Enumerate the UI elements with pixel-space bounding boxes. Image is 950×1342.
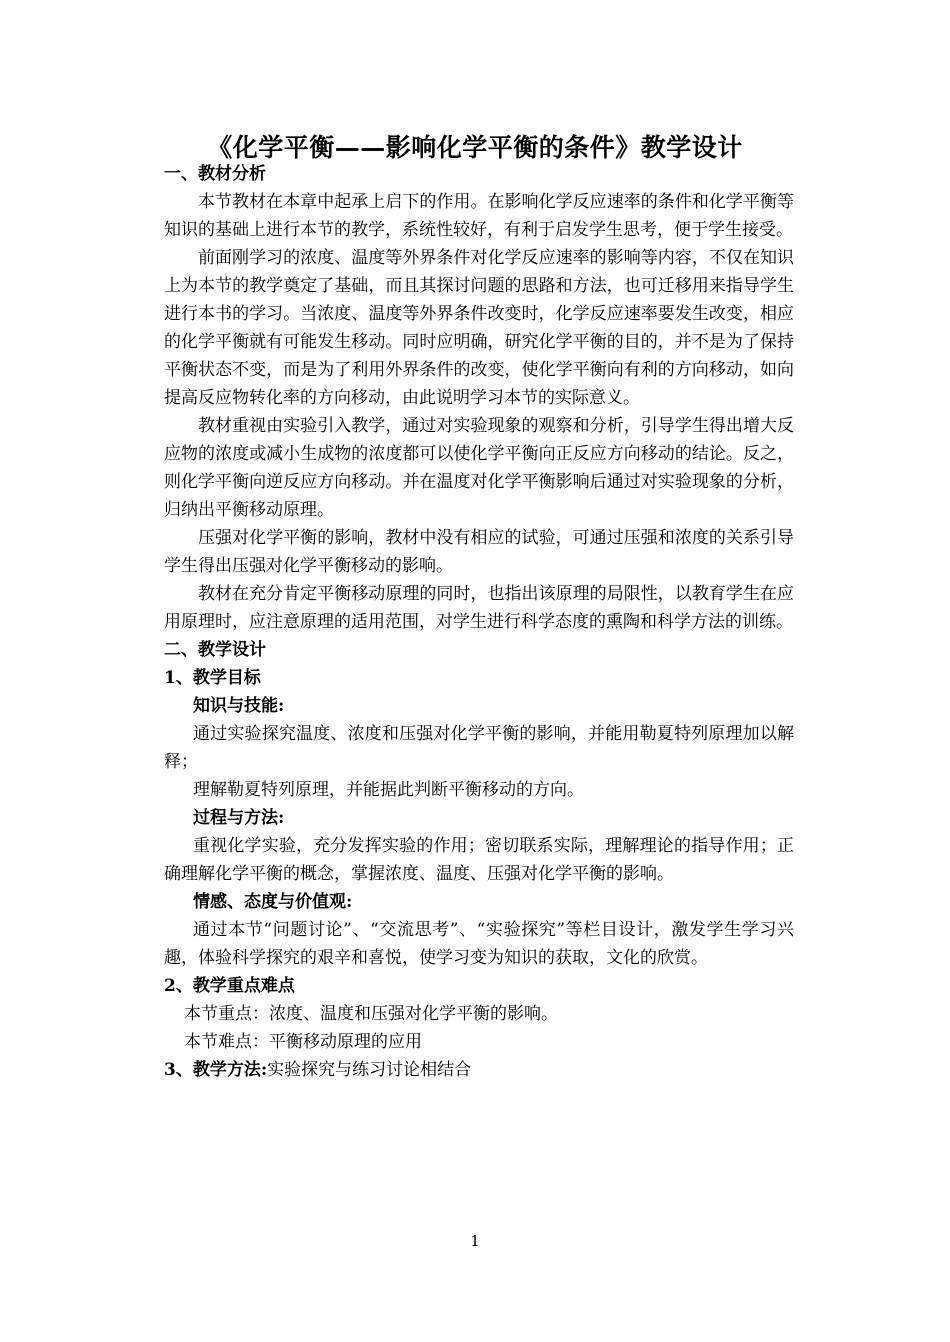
goal-heading-knowledge: 知识与技能:	[193, 696, 285, 716]
document-title: 《化学平衡——影响化学平衡的条件》教学设计	[207, 133, 743, 162]
goal-heading-attitude: 情感、态度与价值观:	[193, 892, 353, 912]
goal-item: 通过实验探究温度、浓度和压强对化学平衡的影响，并能用勒夏特列原理加以解释；	[164, 724, 794, 772]
subsection-heading-goals: 1、教学目标	[164, 668, 261, 688]
paragraph: 本节教材在本章中起承上启下的作用。在影响化学反应速率的条件和化学平衡等知识的基础上进行本节的教学，系统性较好，有利于启发学生思考，便于学生接受。	[164, 192, 794, 240]
document-body	[164, 160, 794, 1084]
goal-item: 理解勒夏特列原理，并能据此判断平衡移动的方向。	[193, 780, 584, 800]
paragraph: 教材在充分肯定平衡移动原理的同时，也指出该原理的局限性，以教育学生在应用原理时，应注意原理的适用范围，对学生进行科学态度的熏陶和科学方法的训练。	[164, 584, 794, 632]
goal-item: 重视化学实验，充分发挥实验的作用；密切联系实际，理解理论的指导作用；正确理解化学平衡的概念，掌握浓度、温度、压强对化学平衡的影响。	[164, 836, 794, 884]
paragraph: 前面刚学习的浓度、温度等外界条件对化学反应速率的影响等内容，不仅在知识上为本节的教学奠定了基础，而且其探讨问题的思路和方法，也可迁移用来指导学生进行本书的学习。当浓度、温度等外界条件改变时，化学反应速率要发生改变，相应的化学平衡就有可能发生移动。同时应明确，研究化学平衡的目的，并不是为了保持平衡状态不变，而是为了利用外界条件的改变，使化学平衡向有利的方向移动，如向提高反应物转化率的方向移动，由此说明学习本节的实际意义。	[164, 248, 794, 408]
subsection-heading-keypoints: 2、教学重点难点	[164, 976, 295, 996]
paragraph: 教材重视由实验引入教学，通过对实验现象的观察和分析，引导学生得出增大反应物的浓度或减小生成物的浓度都可以使化学平衡向正反应方向移动的结论。反之，则化学平衡向逆反应方向移动。并在温度对化学平衡影响后通过对实验现象的分析，归纳出平衡移动原理。	[164, 416, 794, 520]
key-point-difficult: 本节难点：平衡移动原理的应用	[184, 1032, 422, 1052]
key-point-important: 本节重点：浓度、温度和压强对化学平衡的影响。	[184, 1004, 558, 1024]
teaching-method	[164, 1056, 794, 1084]
method-text: 实验探究与练习讨论相结合	[267, 1060, 472, 1080]
section-heading-analysis: 一、教材分析	[164, 164, 266, 184]
method-heading: 3、教学方法:	[164, 1060, 268, 1080]
goal-heading-process: 过程与方法:	[193, 808, 285, 828]
page-number: 1	[470, 1232, 480, 1250]
section-heading-design: 二、教学设计	[164, 640, 266, 660]
goal-item: 通过本节“问题讨论”、“交流思考”、“实验探究”等栏目设计，激发学生学习兴趣，体验科学探究的艰辛和喜悦，使学习变为知识的获取，文化的欣赏。	[164, 920, 794, 968]
paragraph: 压强对化学平衡的影响，教材中没有相应的试验，可通过压强和浓度的关系引导学生得出压强对化学平衡移动的影响。	[164, 528, 794, 576]
